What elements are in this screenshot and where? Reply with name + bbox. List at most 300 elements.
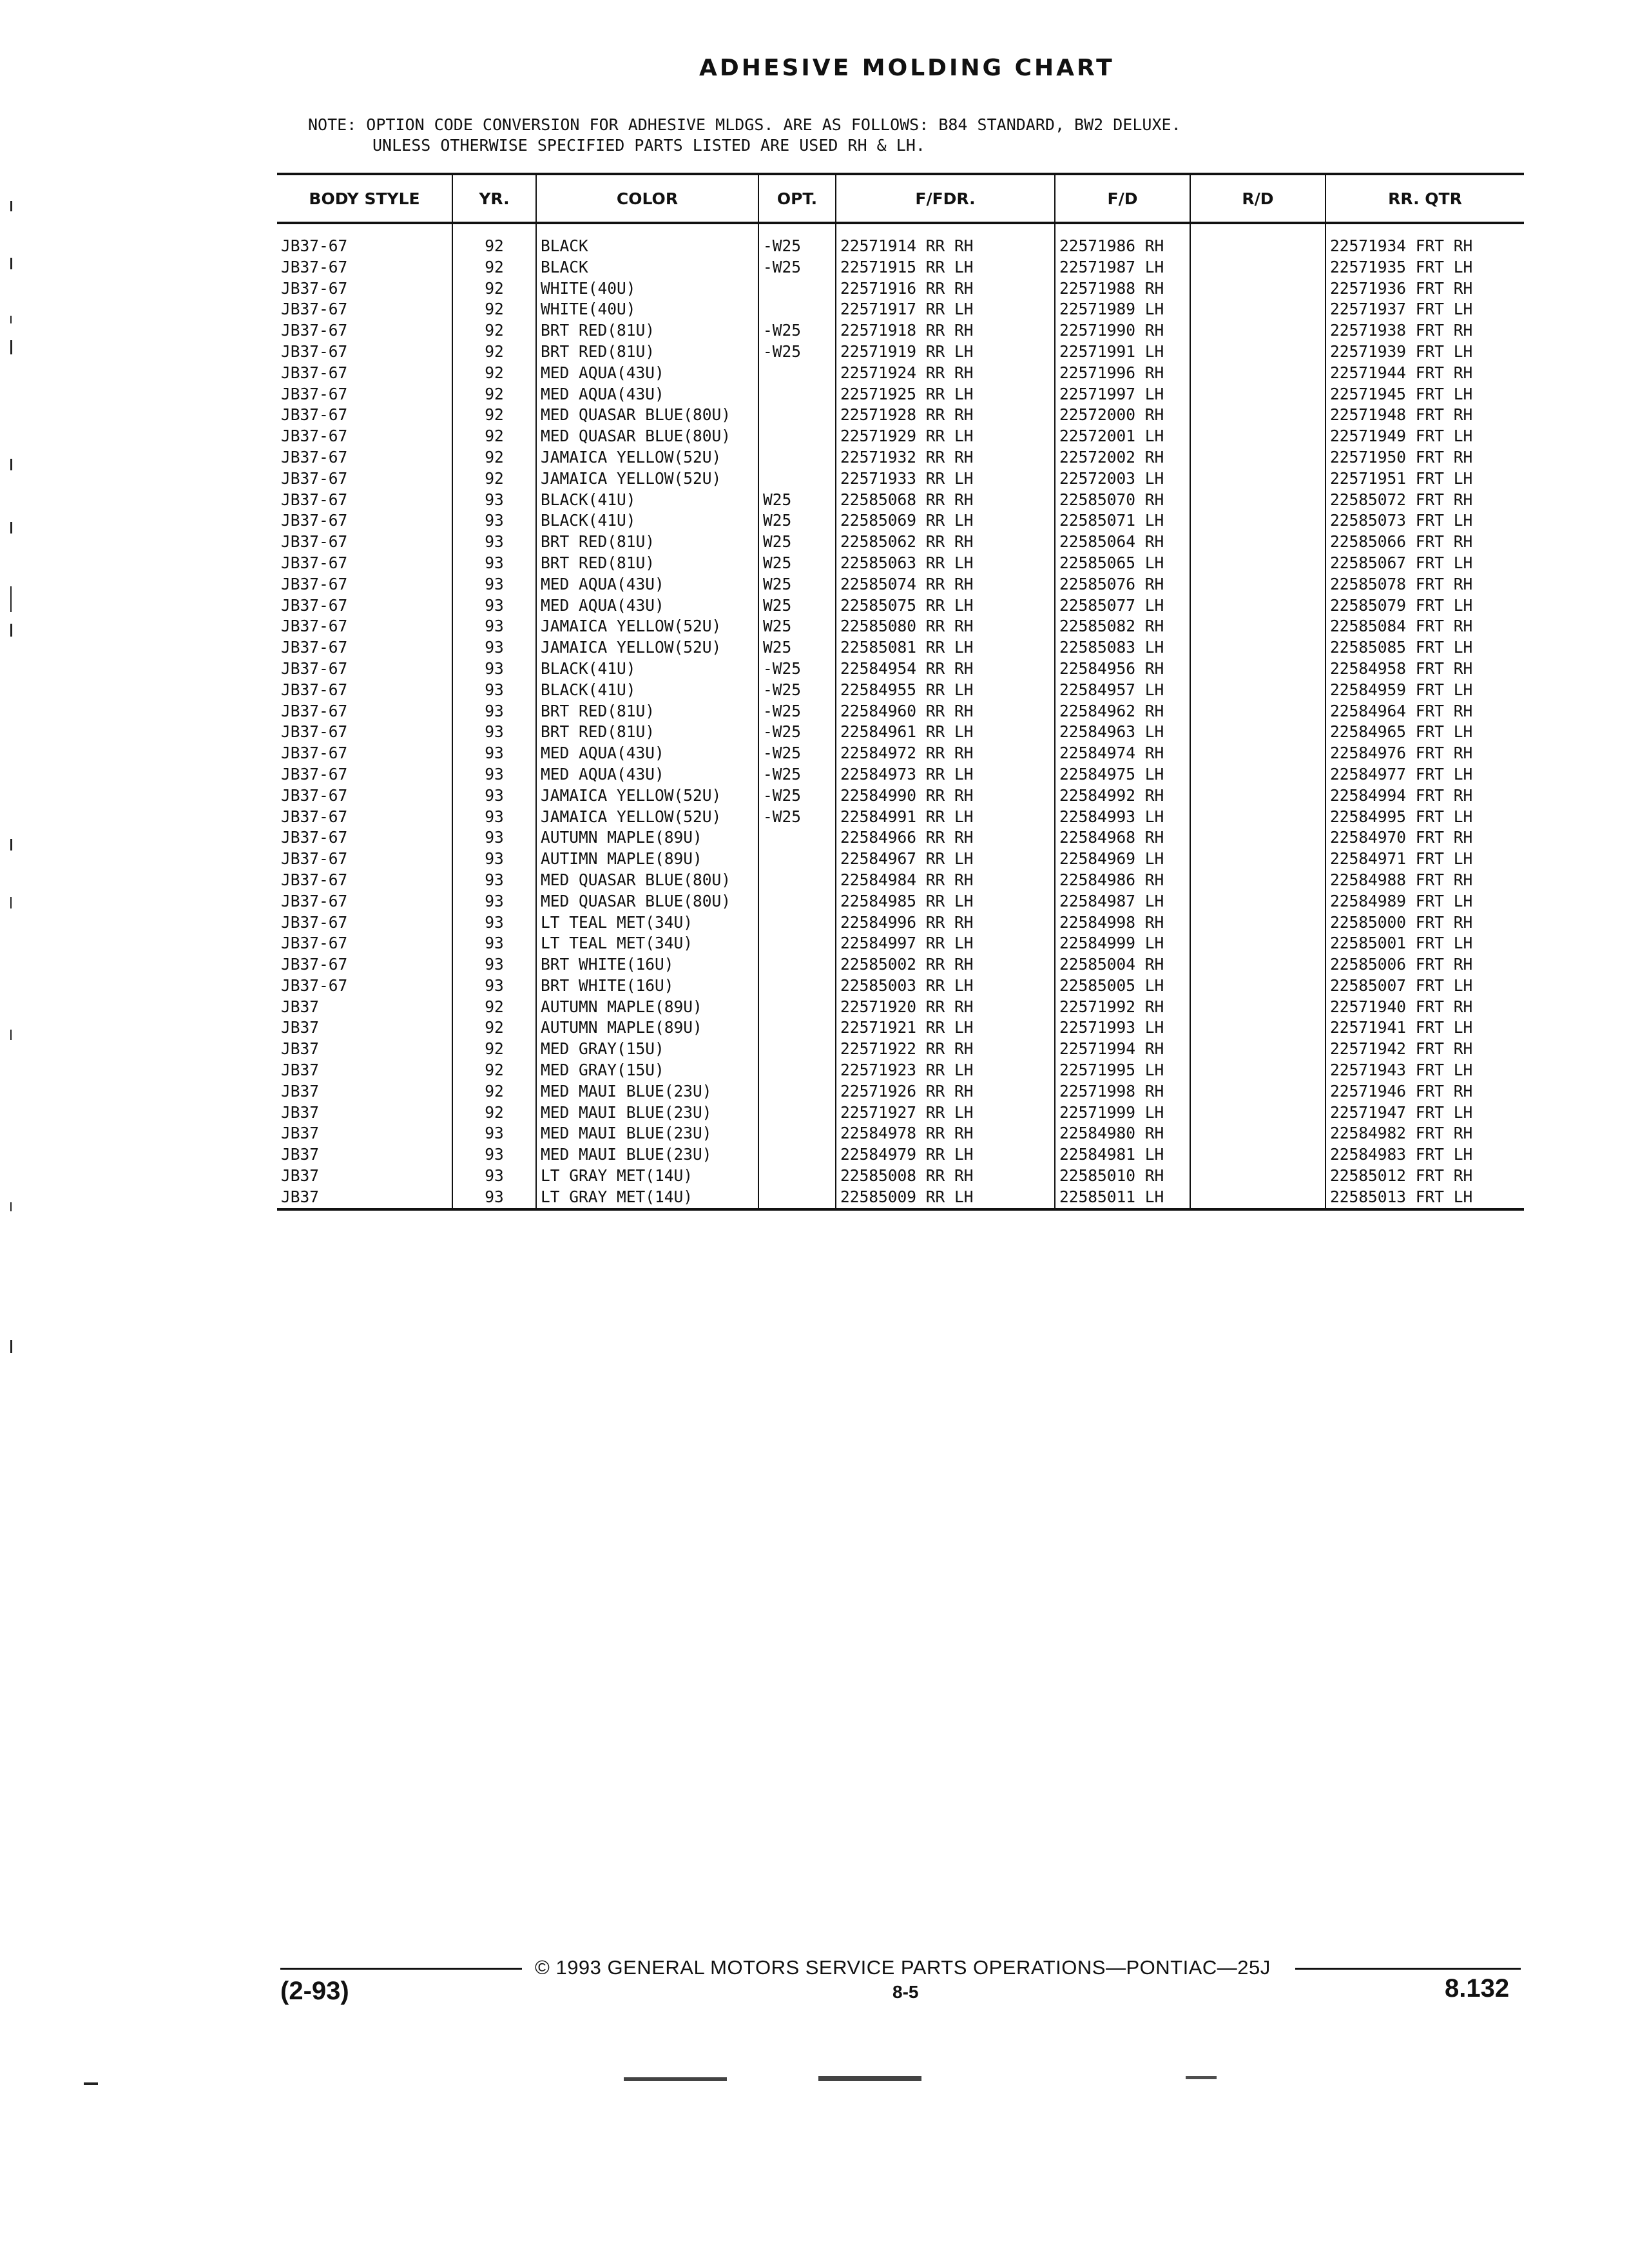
option-code-note	[308, 115, 1181, 156]
cell-front-fender: 22584990 RR RH	[836, 785, 1055, 807]
header-rear-door: R/D	[1190, 174, 1325, 223]
cell-option	[758, 954, 836, 975]
cell-rear-door	[1190, 764, 1325, 785]
cell-color: JAMAICA YELLOW(52U)	[536, 785, 758, 807]
table-row	[277, 236, 1524, 257]
table-row	[277, 912, 1524, 934]
cell-body-style: JB37-67	[281, 658, 348, 678]
table-row	[277, 1166, 1524, 1187]
cell-year: 93	[452, 532, 536, 553]
cell-body-style: JB37	[281, 1124, 320, 1143]
table-row	[277, 933, 1524, 954]
cell-option	[758, 447, 836, 468]
scan-mark	[10, 1202, 12, 1211]
cell-year: 93	[452, 954, 536, 975]
cell-body-style: JB37-67	[281, 744, 348, 763]
table-row	[277, 975, 1524, 997]
scan-mark	[10, 839, 12, 850]
cell-option	[758, 1166, 836, 1187]
cell-year: 92	[452, 257, 536, 278]
footer-page-number: 8.132	[1445, 1974, 1510, 2003]
cell-front-door: 22585082 RH	[1055, 616, 1190, 637]
cell-color: BRT RED(81U)	[536, 722, 758, 743]
cell-color: JAMAICA YELLOW(52U)	[536, 637, 758, 658]
cell-color: MED AQUA(43U)	[536, 743, 758, 764]
table-row	[277, 827, 1524, 849]
cell-front-fender: 22571921 RR LH	[836, 1017, 1055, 1039]
table-row	[277, 701, 1524, 722]
cell-option: -W25	[758, 785, 836, 807]
cell-year: 93	[452, 490, 536, 511]
footer-rule-left	[280, 1968, 522, 1970]
cell-front-door: 22585071 LH	[1055, 510, 1190, 532]
cell-body-style: JB37-67	[281, 828, 348, 847]
cell-front-fender: 22571922 RR RH	[836, 1039, 1055, 1060]
table-row	[277, 849, 1524, 870]
cell-rear-quarter: 22571948 FRT RH	[1325, 405, 1524, 426]
cell-front-door: 22571988 RH	[1055, 278, 1190, 300]
table-row	[277, 510, 1524, 532]
table-row	[277, 743, 1524, 764]
table-row	[277, 447, 1524, 468]
cell-color: BRT RED(81U)	[536, 553, 758, 574]
cell-front-fender: 22585003 RR LH	[836, 975, 1055, 997]
scan-mark	[10, 586, 12, 612]
cell-year: 92	[452, 1081, 536, 1102]
cell-rear-quarter: 22585079 FRT LH	[1325, 595, 1524, 617]
cell-front-fender: 22585062 RR RH	[836, 532, 1055, 553]
cell-color: MED GRAY(15U)	[536, 1060, 758, 1081]
cell-rear-door	[1190, 278, 1325, 300]
document-title: ADHESIVE MOLDING CHART	[699, 55, 1115, 81]
cell-year: 92	[452, 341, 536, 363]
cell-rear-quarter: 22585012 FRT RH	[1325, 1166, 1524, 1187]
cell-color: JAMAICA YELLOW(52U)	[536, 807, 758, 828]
cell-front-door: 22571993 LH	[1055, 1017, 1190, 1039]
cell-option	[758, 1144, 836, 1166]
cell-front-door: 22571994 RH	[1055, 1039, 1190, 1060]
cell-front-door: 22571999 LH	[1055, 1102, 1190, 1124]
adhesive-molding-table	[277, 173, 1524, 1211]
cell-year: 93	[452, 870, 536, 891]
cell-option	[758, 933, 836, 954]
cell-color: WHITE(40U)	[536, 278, 758, 300]
cell-front-fender: 22585002 RR RH	[836, 954, 1055, 975]
cell-year: 93	[452, 933, 536, 954]
cell-body-style: JB37-67	[281, 891, 348, 910]
cell-rear-quarter: 22571940 FRT RH	[1325, 997, 1524, 1018]
cell-year: 93	[452, 785, 536, 807]
scan-mark	[10, 459, 12, 470]
cell-body-style: JB37-67	[281, 680, 348, 699]
cell-color: LT GRAY MET(14U)	[536, 1187, 758, 1209]
table-row	[277, 997, 1524, 1018]
cell-front-fender: 22584960 RR RH	[836, 701, 1055, 722]
cell-body-style: JB37-67	[281, 617, 348, 636]
cell-rear-quarter: 22571946 FRT RH	[1325, 1081, 1524, 1102]
cell-year: 93	[452, 827, 536, 849]
cell-year: 92	[452, 384, 536, 405]
scan-mark	[10, 201, 12, 211]
cell-color: AUTUMN MAPLE(89U)	[536, 1017, 758, 1039]
cell-option	[758, 849, 836, 870]
cell-option	[758, 405, 836, 426]
scan-smudge	[818, 2076, 921, 2081]
cell-color: BLACK	[536, 257, 758, 278]
cell-front-door: 22585005 LH	[1055, 975, 1190, 997]
cell-rear-quarter: 22585078 FRT RH	[1325, 574, 1524, 595]
scan-smudge	[84, 2082, 98, 2085]
cell-rear-door	[1190, 912, 1325, 934]
cell-front-door: 22585004 RH	[1055, 954, 1190, 975]
cell-rear-quarter: 22584983 FRT LH	[1325, 1144, 1524, 1166]
cell-front-fender: 22571933 RR LH	[836, 468, 1055, 490]
scan-mark	[10, 316, 12, 323]
cell-rear-door	[1190, 257, 1325, 278]
cell-color: BRT WHITE(16U)	[536, 975, 758, 997]
cell-body-style: JB37-67	[281, 807, 348, 826]
cell-body-style: JB37	[281, 997, 320, 1016]
cell-rear-quarter: 22584970 FRT RH	[1325, 827, 1524, 849]
cell-option: -W25	[758, 658, 836, 680]
cell-front-door: 22572003 LH	[1055, 468, 1190, 490]
cell-rear-quarter: 22571945 FRT LH	[1325, 384, 1524, 405]
cell-front-fender: 22584985 RR LH	[836, 891, 1055, 912]
cell-rear-quarter: 22571937 FRT LH	[1325, 299, 1524, 320]
cell-rear-quarter: 22571938 FRT RH	[1325, 320, 1524, 341]
table-row	[277, 426, 1524, 447]
cell-front-fender: 22571927 RR LH	[836, 1102, 1055, 1124]
cell-body-style: JB37-67	[281, 595, 348, 615]
table-row	[277, 1039, 1524, 1060]
cell-rear-door	[1190, 1123, 1325, 1144]
cell-rear-quarter: 22571951 FRT LH	[1325, 468, 1524, 490]
cell-body-style: JB37-67	[281, 785, 348, 805]
cell-year: 92	[452, 1017, 536, 1039]
cell-body-style: JB37-67	[281, 236, 348, 255]
cell-body-style: JB37-67	[281, 638, 348, 657]
cell-front-fender: 22585068 RR RH	[836, 490, 1055, 511]
cell-front-door: 22572002 RH	[1055, 447, 1190, 468]
table-row	[277, 320, 1524, 341]
cell-front-fender: 22585069 RR LH	[836, 510, 1055, 532]
table-row	[277, 722, 1524, 743]
scan-smudge	[624, 2077, 727, 2081]
cell-year: 93	[452, 1144, 536, 1166]
cell-front-fender: 22571926 RR RH	[836, 1081, 1055, 1102]
cell-front-door: 22584962 RH	[1055, 701, 1190, 722]
cell-color: LT TEAL MET(34U)	[536, 912, 758, 934]
cell-color: MED QUASAR BLUE(80U)	[536, 426, 758, 447]
cell-color: AUTIMN MAPLE(89U)	[536, 849, 758, 870]
cell-color: MED MAUI BLUE(23U)	[536, 1102, 758, 1124]
cell-year: 93	[452, 616, 536, 637]
header-front-door: F/D	[1055, 174, 1190, 223]
scan-mark	[10, 624, 12, 637]
cell-rear-door	[1190, 1017, 1325, 1039]
cell-body-style: JB37-67	[281, 553, 348, 572]
cell-rear-quarter: 22584977 FRT LH	[1325, 764, 1524, 785]
header-rear-quarter: RR. QTR	[1325, 174, 1524, 223]
cell-option: -W25	[758, 236, 836, 257]
cell-option: -W25	[758, 807, 836, 828]
cell-body-style: JB37-67	[281, 870, 348, 889]
cell-option	[758, 1187, 836, 1209]
cell-rear-quarter: 22571944 FRT RH	[1325, 363, 1524, 384]
cell-color: MED QUASAR BLUE(80U)	[536, 405, 758, 426]
cell-year: 92	[452, 320, 536, 341]
cell-rear-quarter: 22585000 FRT RH	[1325, 912, 1524, 934]
table-row	[277, 891, 1524, 912]
cell-body-style: JB37-67	[281, 722, 348, 742]
cell-body-style: JB37-67	[281, 532, 348, 552]
cell-year: 93	[452, 1166, 536, 1187]
cell-color: AUTUMN MAPLE(89U)	[536, 997, 758, 1018]
cell-rear-quarter: 22584994 FRT RH	[1325, 785, 1524, 807]
cell-year: 92	[452, 426, 536, 447]
cell-front-fender: 22571915 RR LH	[836, 257, 1055, 278]
cell-front-door: 22585070 RH	[1055, 490, 1190, 511]
cell-front-door: 22584998 RH	[1055, 912, 1190, 934]
cell-front-door: 22584980 RH	[1055, 1123, 1190, 1144]
cell-rear-quarter: 22585072 FRT RH	[1325, 490, 1524, 511]
cell-front-fender: 22584966 RR RH	[836, 827, 1055, 849]
table-row	[277, 341, 1524, 363]
cell-body-style: JB37-67	[281, 257, 348, 276]
cell-option	[758, 363, 836, 384]
cell-rear-door	[1190, 637, 1325, 658]
cell-front-door: 22584956 RH	[1055, 658, 1190, 680]
cell-rear-quarter: 22584989 FRT LH	[1325, 891, 1524, 912]
cell-option	[758, 912, 836, 934]
cell-front-door: 22571997 LH	[1055, 384, 1190, 405]
cell-front-door: 22584969 LH	[1055, 849, 1190, 870]
cell-year: 92	[452, 468, 536, 490]
cell-front-door: 22584993 LH	[1055, 807, 1190, 828]
cell-front-door: 22584974 RH	[1055, 743, 1190, 764]
cell-option: W25	[758, 490, 836, 511]
cell-front-fender: 22571923 RR LH	[836, 1060, 1055, 1081]
cell-rear-door	[1190, 341, 1325, 363]
cell-rear-door	[1190, 299, 1325, 320]
cell-option: -W25	[758, 722, 836, 743]
cell-color: MED MAUI BLUE(23U)	[536, 1081, 758, 1102]
table-row	[277, 658, 1524, 680]
cell-option	[758, 975, 836, 997]
cell-color: BLACK(41U)	[536, 680, 758, 701]
cell-year: 92	[452, 1102, 536, 1124]
cell-rear-door	[1190, 1102, 1325, 1124]
cell-body-style: JB37	[281, 1145, 320, 1164]
cell-front-fender: 22584991 RR LH	[836, 807, 1055, 828]
footer-copyright: © 1993 GENERAL MOTORS SERVICE PARTS OPERATIONS—PONTIAC—25J	[535, 1956, 1271, 1979]
cell-year: 92	[452, 278, 536, 300]
cell-rear-quarter: 22584959 FRT LH	[1325, 680, 1524, 701]
cell-front-door: 22585064 RH	[1055, 532, 1190, 553]
cell-color: JAMAICA YELLOW(52U)	[536, 447, 758, 468]
cell-option	[758, 1123, 836, 1144]
cell-rear-quarter: 22585085 FRT LH	[1325, 637, 1524, 658]
cell-rear-quarter: 22584982 FRT RH	[1325, 1123, 1524, 1144]
cell-option	[758, 1081, 836, 1102]
cell-body-style: JB37-67	[281, 912, 348, 932]
cell-body-style: JB37-67	[281, 574, 348, 593]
table-row	[277, 764, 1524, 785]
cell-rear-quarter: 22584988 FRT RH	[1325, 870, 1524, 891]
cell-color: BRT RED(81U)	[536, 701, 758, 722]
cell-front-door: 22584999 LH	[1055, 933, 1190, 954]
cell-front-door: 22571990 RH	[1055, 320, 1190, 341]
cell-rear-door	[1190, 701, 1325, 722]
cell-year: 93	[452, 510, 536, 532]
cell-front-door: 22584963 LH	[1055, 722, 1190, 743]
header-body-style: BODY STYLE	[277, 174, 452, 223]
cell-option	[758, 997, 836, 1018]
cell-color: BLACK	[536, 236, 758, 257]
cell-year: 93	[452, 912, 536, 934]
cell-rear-door	[1190, 954, 1325, 975]
scan-mark	[10, 522, 12, 533]
cell-rear-quarter: 22584995 FRT LH	[1325, 807, 1524, 828]
cell-color: MED GRAY(15U)	[536, 1039, 758, 1060]
cell-body-style: JB37-67	[281, 764, 348, 783]
cell-option: W25	[758, 553, 836, 574]
footer-section-number: 8-5	[892, 1982, 919, 2002]
table-row	[277, 1187, 1524, 1209]
cell-front-door: 22571986 RH	[1055, 236, 1190, 257]
cell-front-fender: 22584979 RR LH	[836, 1144, 1055, 1166]
cell-rear-quarter: 22571949 FRT LH	[1325, 426, 1524, 447]
cell-rear-door	[1190, 743, 1325, 764]
cell-year: 93	[452, 891, 536, 912]
cell-rear-quarter: 22585013 FRT LH	[1325, 1187, 1524, 1209]
cell-rear-door	[1190, 1060, 1325, 1081]
cell-rear-quarter: 22585006 FRT RH	[1325, 954, 1524, 975]
scan-mark	[10, 258, 12, 269]
cell-body-style: JB37-67	[281, 341, 348, 361]
cell-rear-quarter: 22571936 FRT RH	[1325, 278, 1524, 300]
cell-color: MED AQUA(43U)	[536, 363, 758, 384]
cell-rear-door	[1190, 510, 1325, 532]
cell-front-door: 22585065 LH	[1055, 553, 1190, 574]
cell-front-door: 22584986 RH	[1055, 870, 1190, 891]
cell-rear-door	[1190, 363, 1325, 384]
cell-option	[758, 891, 836, 912]
cell-front-door: 22572000 RH	[1055, 405, 1190, 426]
cell-body-style: JB37	[281, 1081, 320, 1100]
cell-color: MED MAUI BLUE(23U)	[536, 1123, 758, 1144]
cell-front-fender: 22584997 RR LH	[836, 933, 1055, 954]
cell-rear-door	[1190, 827, 1325, 849]
cell-year: 93	[452, 1123, 536, 1144]
cell-option	[758, 384, 836, 405]
table-row	[277, 532, 1524, 553]
cell-body-style: JB37-67	[281, 955, 348, 974]
cell-front-door: 22584975 LH	[1055, 764, 1190, 785]
cell-year: 93	[452, 722, 536, 743]
cell-rear-door	[1190, 426, 1325, 447]
cell-color: MED MAUI BLUE(23U)	[536, 1144, 758, 1166]
table-row	[277, 299, 1524, 320]
cell-rear-quarter: 22571950 FRT RH	[1325, 447, 1524, 468]
cell-color: AUTUMN MAPLE(89U)	[536, 827, 758, 849]
cell-body-style: JB37	[277, 1187, 452, 1209]
cell-option	[758, 827, 836, 849]
cell-year: 93	[452, 764, 536, 785]
cell-color: LT GRAY MET(14U)	[536, 1166, 758, 1187]
cell-color: MED AQUA(43U)	[536, 595, 758, 617]
cell-front-door: 22585010 RH	[1055, 1166, 1190, 1187]
cell-front-fender: 22584967 RR LH	[836, 849, 1055, 870]
table-row	[277, 468, 1524, 490]
cell-rear-quarter: 22584976 FRT RH	[1325, 743, 1524, 764]
cell-rear-door	[1190, 490, 1325, 511]
cell-front-fender: 22571924 RR RH	[836, 363, 1055, 384]
table-row	[277, 490, 1524, 511]
cell-option	[758, 1102, 836, 1124]
cell-rear-quarter: 22585067 FRT LH	[1325, 553, 1524, 574]
cell-rear-door	[1190, 891, 1325, 912]
cell-rear-door	[1190, 532, 1325, 553]
cell-rear-door	[1190, 447, 1325, 468]
cell-rear-door	[1190, 468, 1325, 490]
cell-front-fender: 22584973 RR LH	[836, 764, 1055, 785]
cell-rear-quarter: 22585084 FRT RH	[1325, 616, 1524, 637]
cell-year: 93	[452, 680, 536, 701]
cell-rear-quarter: 22571941 FRT LH	[1325, 1017, 1524, 1039]
cell-body-style: JB37	[281, 1018, 320, 1037]
cell-year: 93	[452, 658, 536, 680]
cell-color: LT TEAL MET(34U)	[536, 933, 758, 954]
cell-front-fender: 22571917 RR LH	[836, 299, 1055, 320]
cell-front-door: 22571998 RH	[1055, 1081, 1190, 1102]
cell-front-fender: 22571932 RR RH	[836, 447, 1055, 468]
cell-rear-quarter: 22571935 FRT LH	[1325, 257, 1524, 278]
cell-year: 92	[452, 363, 536, 384]
table-row	[277, 257, 1524, 278]
table-row	[277, 574, 1524, 595]
cell-rear-quarter: 22571943 FRT LH	[1325, 1060, 1524, 1081]
footer-date-code: (2-93)	[280, 1977, 349, 2005]
cell-rear-door	[1190, 658, 1325, 680]
cell-body-style: JB37	[281, 1166, 320, 1186]
cell-year: 93	[452, 849, 536, 870]
cell-color: BLACK(41U)	[536, 510, 758, 532]
cell-front-fender: 22585008 RR RH	[836, 1166, 1055, 1187]
cell-color: BRT RED(81U)	[536, 320, 758, 341]
cell-rear-quarter: 22585066 FRT RH	[1325, 532, 1524, 553]
cell-year: 92	[452, 1060, 536, 1081]
cell-color: MED AQUA(43U)	[536, 384, 758, 405]
cell-rear-door	[1190, 997, 1325, 1018]
cell-front-door: 22584981 LH	[1055, 1144, 1190, 1166]
cell-year: 93	[452, 1187, 536, 1209]
table-row	[277, 278, 1524, 300]
cell-rear-door	[1190, 405, 1325, 426]
cell-option: W25	[758, 532, 836, 553]
table-row	[277, 1017, 1524, 1039]
cell-body-style: JB37-67	[281, 511, 348, 530]
cell-front-door: 22585076 RH	[1055, 574, 1190, 595]
cell-option: -W25	[758, 764, 836, 785]
cell-front-door: 22585083 LH	[1055, 637, 1190, 658]
cell-front-fender: 22571916 RR RH	[836, 278, 1055, 300]
cell-option	[758, 468, 836, 490]
cell-rear-door	[1190, 849, 1325, 870]
cell-rear-quarter: 22584958 FRT RH	[1325, 658, 1524, 680]
cell-front-fender: 22585009 RR LH	[836, 1187, 1055, 1209]
cell-year: 93	[452, 743, 536, 764]
